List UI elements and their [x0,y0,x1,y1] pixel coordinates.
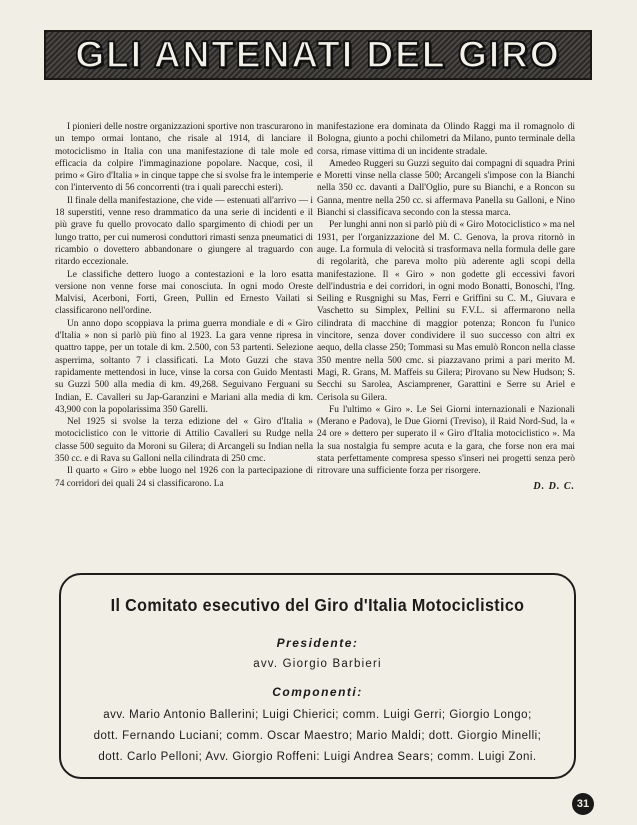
article-paragraph: Per lunghi anni non si parlò più di « Giro Motociclistico » ma nel 1931, per l'organizzazione del M. C. Genova, la prova ritornò in auge. La formula di velocità si trasformava nella formula delle gare di regolarità, che pareva molto più aderente agli scopi della manifestazione. Il « Giro » non godette gli eccessivi favori dell'industria e dei corridori, in ogni modo Bonatti, Bonoschi, l'Ing. Seiling e Rusgnighi su Mas, Ferri e Griffini su C. M., Giuvara e Vaschetto su Simplex, Pellini su F.V.L. si affermarono nella cilindrata di macchine di maggior potenza; Roncon fu l'unico vincitore, senza dover condividere il suo successo con altri ex aequo, della classe 250; Tommasi su Mas emulò Roncon nella classe 350 mentre nella 500 cmc. si piazzavano primi a pari merito M. Magi, R. Grans, M. Maffeis su Gilera; Pirovano su New Hudson; S. Secchi su Sarolea, Asciamprener, Garattini e Serre su Ariel e Cerisola su Gilera. [317,220,575,403]
article-paragraph: Nel 1925 si svolse la terza edizione del « Giro d'Italia » motociclistico con le vittorie di Attilio Cavalleri su Rudge nella classe 500 seguito da Moroni su Gilera; di Arcangeli su Indian nella 350 cc. e di Rava su Galloni nella cilindrata di 250 cmc. [55,417,313,465]
members-line: dott. Carlo Pelloni; Avv. Giorgio Roffeni: Luigi Andrea Sears; comm. Luigi Zoni. [98,751,537,763]
article-paragraph: Il quarto « Giro » ebbe luogo nel 1926 con la partecipazione di 74 corridori dei quali 24 si classificarono. La [55,466,313,489]
president-label: Presidente: [276,636,359,650]
page-title: GLI ANTENATI DEL GIRO [75,34,561,75]
committee-title: Il Comitato esecutivo del Giro d'Italia Motociclistico [110,595,525,615]
article-paragraph: Le classifiche dettero luogo a contestazioni e la loro esatta versione non venne forse mai conosciuta. In ogni modo Oreste Malvisi, Acerboni, Forti, Green, Pullin ed Ernesto Vailati si classificarono nell'ordine. [55,269,313,317]
components-label: Componenti: [272,685,363,699]
page-number: 31 [572,793,594,815]
article-paragraph: Il finale della manifestazione, che vide — estenuati all'arrivo — i 18 superstiti, venne reso drammatico da una serie di incidenti e il più grave fu quello provocato dallo spargimento di chiodi per un lungo tratto, per cui numerosi conduttori rimasti senza pneumatici di ricambio o dovettero abbandonare o giungere al traguardo con ritardo eccezionale. [55,195,313,268]
members-list [61,705,574,768]
article-paragraph: I pionieri delle nostre organizzazioni sportive non trascurarono in un tempo ormai lontano, che risale al 1914, di lanciare il motociclismo in Italia con una manifestazione di tale mole ed efficacia da colpire l'immaginazione popolare. Nacque, così, il primo « Giro d'Italia » in cinque tappe che si svolse fra le intemperie con l'intervento di 56 concorrenti (tra i quali parecchi esteri). [55,122,313,194]
members-line: avv. Mario Antonio Ballerini; Luigi Chierici; comm. Luigi Gerri; Giorgio Longo; [103,709,532,721]
article-paragraph: Un anno dopo scoppiava la prima guerra mondiale e di « Giro d'Italia » non si parlò più fino al 1923. La gara venne ripresa in quattro tappe, per un totale di km. 2.500, con 53 partenti. Selezione asperrima, soltanto 7 i classificati. La Moto Guzzi che stava rapidamente mettendosi in luce, vinse la corsa con Guido Mentasti su Guzzi 500 alla media di km. 49,268. Seguivano Ferguani su Indian, E. Cavalleri su Jap-Garanzini e Mariani alla media di km. 43,900 con la popolarissima 350 Garelli. [55,318,313,415]
article-paragraph: manifestazione era dominata da Olindo Raggi ma il romagnolo di Bologna, giunto a pochi chilometri da Milano, punto terminale della corsa, rimase vittima di un incidente stradale. [317,122,575,157]
committee-box [59,573,576,779]
president-name: avv. Giorgio Barbieri [253,658,382,670]
article-left-column [55,121,313,490]
article-paragraph: Fu l'ultimo « Giro ». Le Sei Giorni internazionali e Nazionali (Merano e Padova), le Due Giorni (Treviso), il Raid Nord-Sud, la « 24 ore » dettero per superato il « Giro d'Italia motociclistico ». Ma la sua nostalgia fu sempre acuta e la gara, che forse non era mai stata perfettamente compresa spesso s'inseri nei progetti senza però ritrovare una sufficiente forza per risorgere. [317,404,575,477]
article-right-column [317,121,575,493]
article-paragraph: Amedeo Ruggeri su Guzzi seguito dai compagni di squadra Prini e Moretti vinse nella classe 500; Arcangeli s'impose con la Bianchi nella 350 cc. davanti a Dall'Oglio, pure su Bianchi, e a Roncon su Ganna, mentre nella 250 cc. si affermava Panella su Galloni, e Nino Bianchi si classificava secondo con la stessa marca. [317,158,575,219]
members-line: dott. Fernando Luciani; comm. Oscar Maestro; Mario Maldi; dott. Giorgio Minelli; [93,730,542,742]
title-banner [44,30,592,80]
author-signature: D. D. C. [533,480,575,492]
